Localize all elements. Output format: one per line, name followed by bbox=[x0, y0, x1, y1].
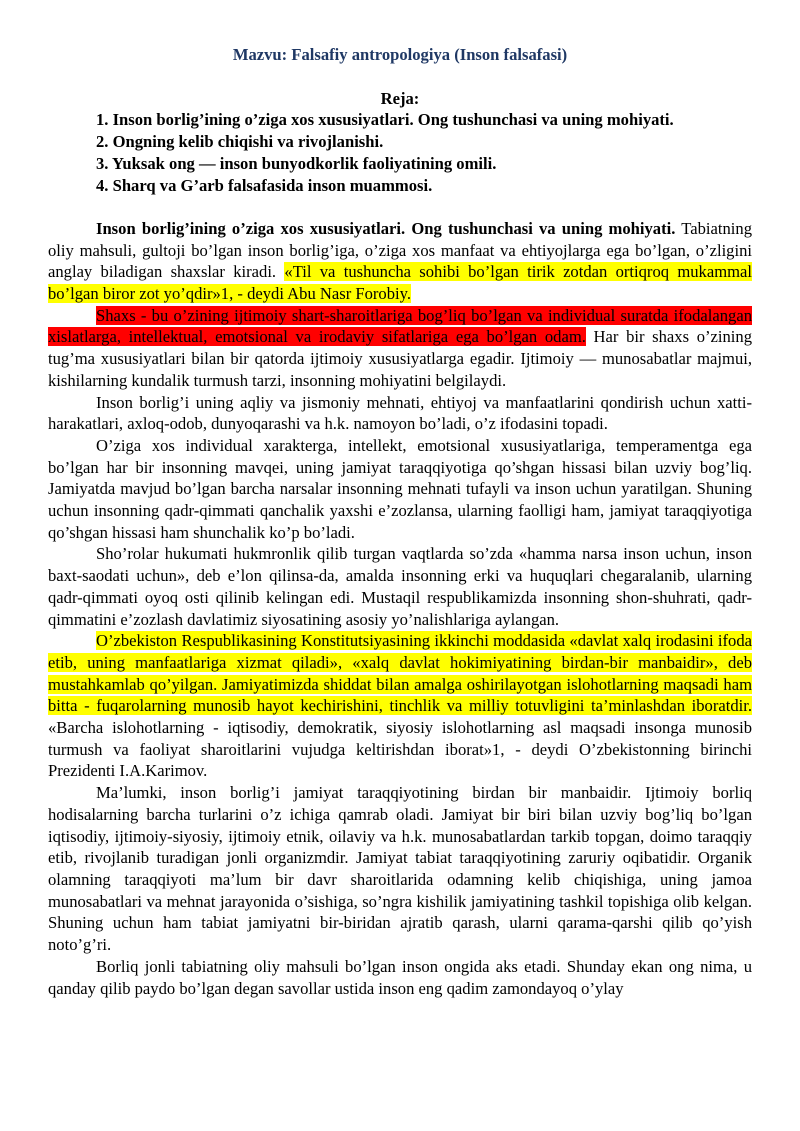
highlight-quote-forobiy: «Til va tushuncha sohibi bo’lgan tirik zotdan ortiqroq mukammal bo’lgan biror zot yo’qdir»1, - deydi Abu Nasr Forobiy. bbox=[48, 262, 752, 304]
document-title: Mazvu: Falsafiy antropologiya (Inson falsafasi) bbox=[232, 45, 568, 64]
spacer bbox=[48, 196, 752, 218]
highlight-definition-shaxs: Shaxs - bu o’zining ijtimoiy shart-sharoitlariga bog’liq bo’lgan va individual suratda ifodalangan xislatlarga, intellektual, emotsional va irodaviy sifatlariga ega bo’lgan odam. bbox=[48, 305, 752, 347]
paragraph-3: Inson borlig’i uning aqliy va jismoniy mehnati, ehtiyoj va manfaatlarini qondirish uchun xatti-harakatlari, axloq-odob, dunyoqarashi va h.k. namoyon bo’ladi, o’z ifodasini topadi. bbox=[48, 392, 752, 434]
paragraph-6 bbox=[48, 630, 752, 782]
plan-item: 4. Sharq va G’arb falsafasida inson muammosi. bbox=[96, 175, 433, 195]
paragraph-text: Tabiatning oliy mahsuli, gultoji bo’lgan inson borlig’iga, o’ziga xos manfaat va ehtiyojlarga ega bo’lgan, o’zligini anglay biladigan shaxslar kiradi. bbox=[48, 218, 752, 282]
plan-list bbox=[48, 109, 752, 196]
paragraph-text: «Barcha islohotlarning - iqtisodiy, demokratik, siyosiy islohotlarning asl maqsadi insonga munosib turmush va faoliyat sharoitlarini vujudga keltirishdan iborat»1, - deydi O’zbekistonning birinchi Prezidenti I.A.Karimov. bbox=[48, 718, 752, 781]
paragraph-7: Ma’lumki, inson borlig’i jamiyat taraqqiyotining birdan bir manbaidir. Ijtimoiy borliq hodisalarning barcha turlarini o’z ichiga qamrab oladi. Jamiyat bir biri bilan uzviy bog’liq bo’lgan iqtisodiy, ijtimoiy-siyosiy, ijtimoiy etnik, oilaviy va h.k. munosabatlardan tarkib topgan, doimo taraqqiy etib, rivojlanib turadigan jonli organizmdir. Jamiyat tabiat taraqqiyotining zaruriy oqibatidir. Organik olamning taraqqiyoti ma’lum bir davr sharoitlarida odamning kelib chiqishiga, uning jamoa munosabatlari va mehnat jarayonida o’sishiga, so’ngra kishilik jamiyatining tashkil topishiga olib kelgan. Shuning uchun ham tabiat jamiyatni bir-biridan ajratib qarash, ularni qarama-qarshi qilib qo’yish noto’g’ri. bbox=[48, 783, 752, 955]
section-heading: Inson borlig’ining o’ziga xos xususiyatlari. Ong tushunchasi va uning mohiyati. bbox=[96, 218, 676, 238]
paragraph-2 bbox=[48, 305, 752, 392]
highlight-constitution: O’zbekiston Respublikasining Konstitutsiyasining ikkinchi moddasida «davlat xalq irodasini ifoda etib, uning manfaatlariga xizmat qiladi», «xalq davlat hokimiyatining birdan-bir manbaidir», deb mustahkamlab qo’yilgan. Jamiyatimizda shiddat bilan amalga oshirilayotgan islohotlarning maqsadi ham bitta - fuqarolarning munosib hayot kechirishini, tinchlik va milliy totuvligini ta’minlashdan iboratdir. bbox=[48, 631, 752, 716]
document-page bbox=[48, 44, 752, 999]
paragraph-5: Sho’rolar hukumati hukmronlik qilib turgan vaqtlarda so’zda «hamma narsa inson uchun, inson baxt-saodati uchun», deb e’lon qilinsa-da, amalda insonning erki va huquqlari chegaralanib, ularning qadr-qimmati oyoq osti qilinib kelingan edi. Mustaqil respublikamizda insonning shon-shuhrati, qadr-qimmatini e’zozlash davlatimiz siyosatining asosiy yo’nalishlariga aylangan. bbox=[48, 544, 752, 629]
plan-item: 2. Ongning kelib chiqishi va rivojlanishi. bbox=[96, 132, 384, 152]
plan-item: 1. Inson borlig’ining o’ziga xos xususiyatlari. Ong tushunchasi va uning mohiyati. bbox=[96, 110, 674, 130]
paragraph-8: Borliq jonli tabiatning oliy mahsuli bo’lgan inson ongida aks etadi. Shunday ekan ong nima, u qanday qilib paydo bo’lgan degan savollar ustida inson eng qadim zamondayoq o’ylay bbox=[48, 956, 752, 998]
paragraph-4: O’ziga xos individual xarakterga, intellekt, emotsional xususiyatlariga, temperamentga ega bo’lgan har bir insonning mavqei, uning jamiyat taraqqiyotiga qo’shgan hissasi bilan uzviy bog’liq. Jamiyatda mavjud bo’lgan barcha narsalar insonning mehnati tufayli va inson uchun yaratilgan. Shuning uchun insonning qadr-qimmati qanchalik yaxshi e’zozlansa, ularning faolligi ham, jamiyat taraqqiyotiga qo’shgan hissasi ham shunchalik ko’p bo’ladi. bbox=[48, 435, 752, 542]
plan-item: 3. Yuksak ong — inson bunyodkorlik faoliyatining omili. bbox=[96, 153, 497, 173]
plan-heading: Reja: bbox=[380, 88, 420, 108]
paragraph-text: Har bir shaxs o’zining tug’ma xususiyatlari bilan bir qatorda ijtimoiy xususiyatlarga egadir. Ijtimoiy — munosabatlar majmui, kishilarning kundalik turmush tarzi, insonning mohiyatini belgilaydi. bbox=[48, 327, 753, 390]
paragraph-1 bbox=[48, 218, 752, 305]
